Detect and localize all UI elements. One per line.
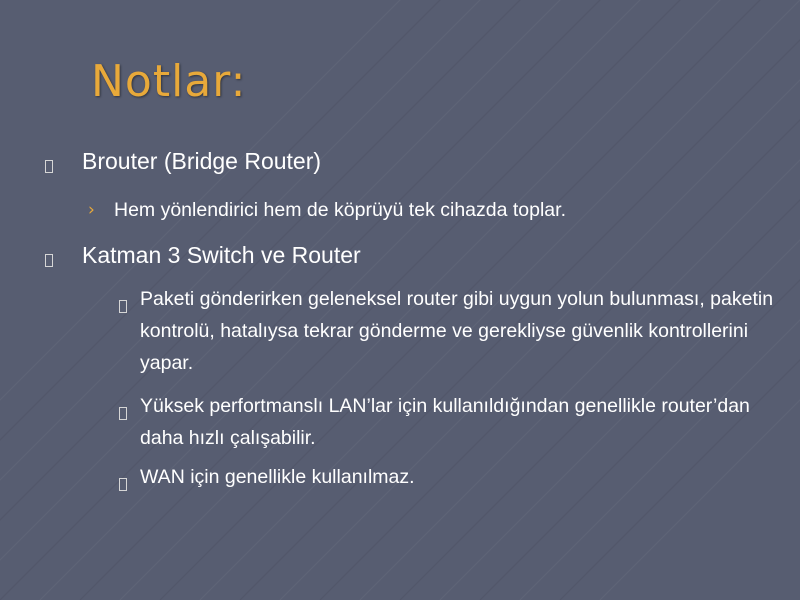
bullet-text: Katman 3 Switch ve Router: [82, 242, 361, 268]
chevron-right-icon: ›: [88, 200, 95, 220]
sub-bullet-text: Hem yönlendirici hem de köprüyü tek cihazda toplar.: [114, 199, 566, 221]
detail-bullet-text: Paketi gönderirken geleneksel router gibi uygun yolun bulunması, paketin kontrolü, hatalıysa tekrar gönderme ve gerekliyse güvenlik kontrollerini yapar.: [140, 288, 774, 374]
detail-bullet-item: [140, 461, 780, 493]
detail-bullet-item: [140, 390, 780, 454]
tofu-bullet-icon: [45, 153, 53, 183]
detail-bullet-text: WAN için genellikle kullanılmaz.: [140, 466, 415, 488]
sub-bullet-item: [88, 197, 774, 223]
detail-bullet-text: Yüksek perfortmanslı LAN’lar için kullanıldığından genellikle router’dan daha hızlı çalışabilir.: [140, 395, 750, 449]
tofu-bullet-icon: [119, 399, 127, 431]
bullet-item-brouter: [82, 146, 762, 176]
slide-title: Notlar:: [91, 56, 247, 107]
tofu-bullet-icon: [45, 247, 53, 277]
bullet-item-katman3: [82, 240, 762, 270]
tofu-bullet-icon: [119, 470, 127, 502]
detail-bullet-item: [140, 283, 780, 379]
tofu-bullet-icon: [119, 292, 127, 324]
bullet-text: Brouter (Bridge Router): [82, 148, 322, 174]
